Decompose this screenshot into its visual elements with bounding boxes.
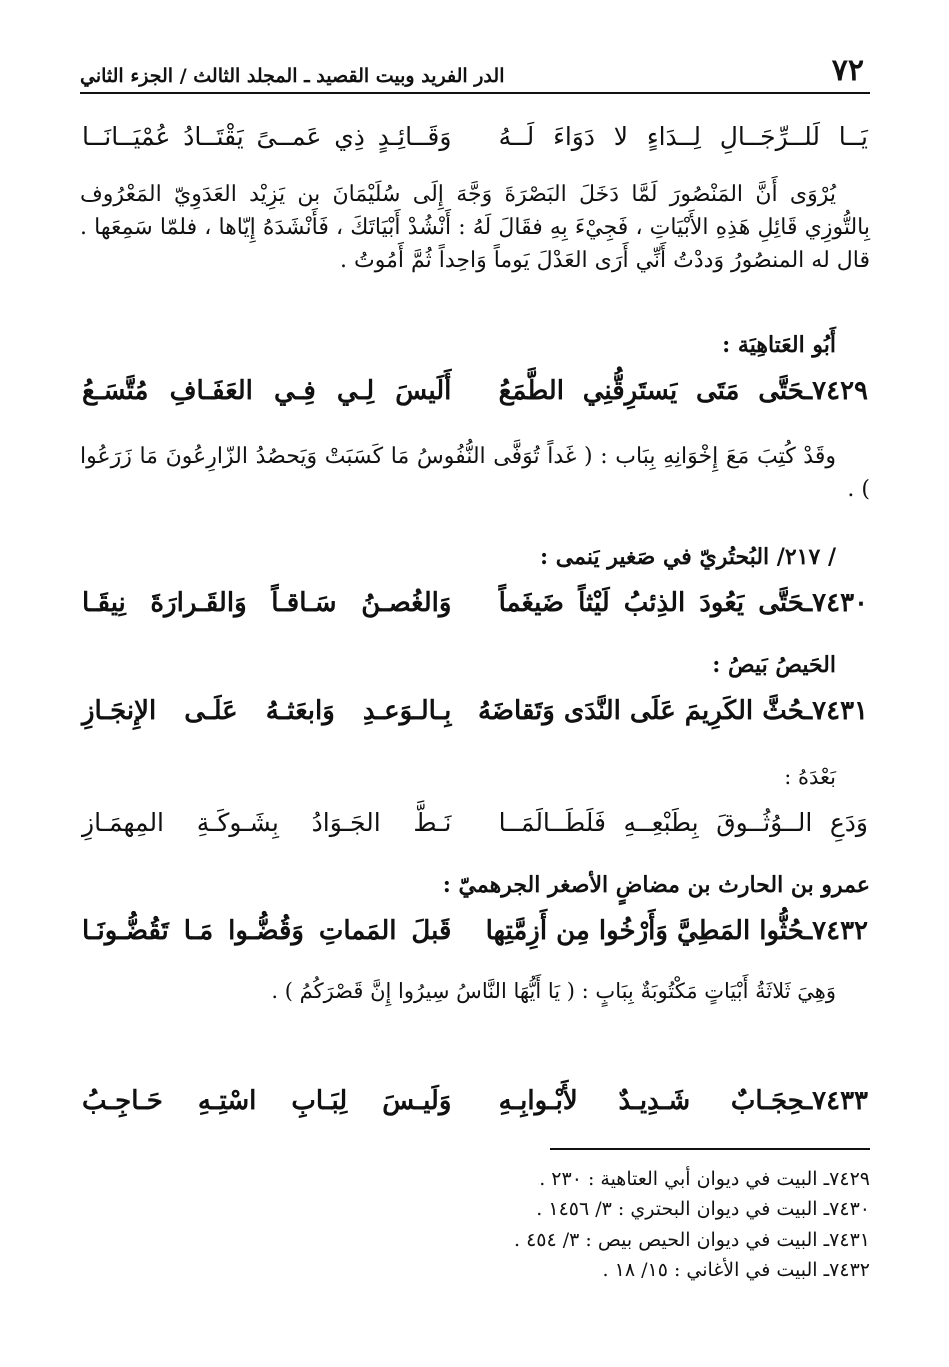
poet-name: أَبُو العَتاهِيَة : xyxy=(722,332,836,358)
verse-hemistich-left: قَبلَ المَماتِ وَقُضُّـوا مَـا تَقُضُّـونَـا xyxy=(82,916,452,946)
verse-note-7432 xyxy=(80,976,870,1006)
following-verse-label xyxy=(80,762,870,792)
prose-paragraph-1 xyxy=(80,178,870,277)
running-title: الدر الفريد وبيت القصيد ـ المجلد الثالث / الجزء الثاني xyxy=(80,65,505,87)
footnote-item: ٧٤٣٢ـ البيت في الأغاني : ١٥/ ١٨ . xyxy=(602,1259,870,1282)
poet-heading-4 xyxy=(80,870,870,901)
verse-hemistich-left: نَـطَّ الجَـوَادُ بِشَـوكَـةِ المِهمَـازِ xyxy=(82,808,452,837)
verse-7433 xyxy=(80,1086,870,1117)
verse-number: ٧٤٣٠ـ xyxy=(804,588,868,618)
prose-text: يُرْوَى أَنَّ المَنْصُورَ لَمَّا دَخَلَ البَصْرَةَ وَجَّهَ إِلَى سُلَيْمَانَ بن يَزِيْد العَدَوِيّ المَعْرُوف بِالتُّوزِي قَائِلِ هَذِهِ الأَبْيَاتِ ، فَجِيْءَ بِهِ فقَالَ لَهُ : أَنْشُدْ أَبْيَاتَكَ ، فَأَنْشَدَهُ إِيّاها ، فلمّا سَمِعَها . قال له المنصُورُ وَددْتُ أَنِّي أَرَى العَدْلَ يَوماً وَاحِداً ثُمَّ أَمُوتُ . xyxy=(80,182,870,273)
poet-heading-1 xyxy=(80,330,870,361)
verse-7430 xyxy=(80,588,870,619)
prose-paragraph-2 xyxy=(80,440,870,506)
following-label: بَعْدَهُ : xyxy=(784,765,836,789)
verse-hemistich-left: وَقَــائِـدٍ ذِي عَمــىً يَقْتَــادُ عُمْيَــانَــا xyxy=(82,122,452,151)
verse-hemistich-right: حَتَّى يَعُودَ الذِئبُ لَيْثاً ضَيغَماً xyxy=(498,588,805,618)
verse-hemistich-left: وَالغُصـنُ سَـاقـاً وَالقَـرارَةَ نِيقَـا xyxy=(82,588,452,618)
poet-name: الحَيصُ بَيصُ : xyxy=(712,652,836,678)
verse-7432 xyxy=(80,916,870,947)
note-text: وَهِيَ ثَلاثَةُ أَبْيَاتٍ مَكْتُوبَةٌ بِبَابٍ : ( يَا أَيُّهَا النَّاسُ سِيرُوا إِنَّ قَصْرَكُمُ ) . xyxy=(271,979,836,1003)
verse-hemistich-right: حِجَـابٌ شَـدِيـدٌ لأَبْـوابِـهِ xyxy=(498,1086,805,1116)
verse-7431-continuation xyxy=(80,808,870,838)
poet-heading-2 xyxy=(80,542,870,573)
verse-hemistich-right: يَــا لَلــرِّجَــالِ لِــدَاءٍ لا دَوَاءَ لَــهُ xyxy=(498,122,868,151)
verse-hemistich-right: حَتَّى مَتَى يَستَرِقُّنِي الطَّمَعُ xyxy=(498,376,805,406)
verse-number: ٧٤٣١ـ xyxy=(804,696,868,726)
verse-number: ٧٤٣٣ـ xyxy=(804,1086,868,1116)
poet-heading-3 xyxy=(80,650,870,681)
page-number: ٧٢ xyxy=(831,53,864,88)
footnote-divider xyxy=(550,1148,870,1150)
footnotes-section xyxy=(80,1148,870,1286)
verse-7431 xyxy=(80,696,870,727)
footnote-item: ٧٤٢٩ـ البيت في ديوان أبي العتاهية : ٢٣٠ . xyxy=(539,1168,870,1190)
verse-number: ٧٤٣٢ـ xyxy=(804,916,868,946)
verse-number: ٧٤٢٩ـ xyxy=(804,376,868,406)
poet-name: عمرو بن الحارث بن مضاضٍ الأصغر الجرهميّ : xyxy=(442,872,870,898)
footnote-item: ٧٤٣١ـ البيت في ديوان الحيص بيص : ٣/ ٤٥٤ . xyxy=(513,1228,870,1251)
verse-hemistich-right: حُثَّ الكَرِيمَ عَلَى النَّدَى وَتَقاضَهُ xyxy=(477,696,805,726)
verse-hemistich-left: وَلَيـسَ لِبَـابِ اسْتِـهِ حَـاجِـبُ xyxy=(82,1086,452,1116)
verse-hemistich-left: بِـالـوَعـدِ وَابعَثـهُ عَلَـى الإِنجَـازِ xyxy=(82,696,452,726)
verse-opening xyxy=(80,122,870,152)
verse-7429 xyxy=(80,376,870,407)
page-header xyxy=(80,40,870,94)
footnote-list xyxy=(80,1164,870,1286)
book-page xyxy=(80,40,870,1340)
verse-hemistich-left: أَلَيسَ لِـي فِـي العَفَـافِ مُتَّسَـعُ xyxy=(82,376,452,406)
prose-text: وقَدْ كُتِبَ مَعَ إِخْوَانِهِ بِبَاب : ( غَداً تُوَفَّى النُّفُوسُ مَا كَسَبَتْ وَيَحصُدُ الزّارِعُونَ مَا زَرَعُوا ) . xyxy=(80,444,870,502)
verse-hemistich-right: حُثُّوا المَطِيَّ وَأَرْخُوا مِن أَزِمَّتِها xyxy=(485,916,805,946)
footnote-item: ٧٤٣٠ـ البيت في ديوان البحتري : ٣/ ١٤٥٦ . xyxy=(536,1198,870,1221)
verse-hemistich-right: وَدَعِ الــوُثُــوقَ بِطَبْعِــهِ فَلَطَــالَمَــا xyxy=(498,808,868,837)
poet-name: / ٢١٧/ البُحتُريّ في صَغير يَنمى : xyxy=(539,544,836,570)
